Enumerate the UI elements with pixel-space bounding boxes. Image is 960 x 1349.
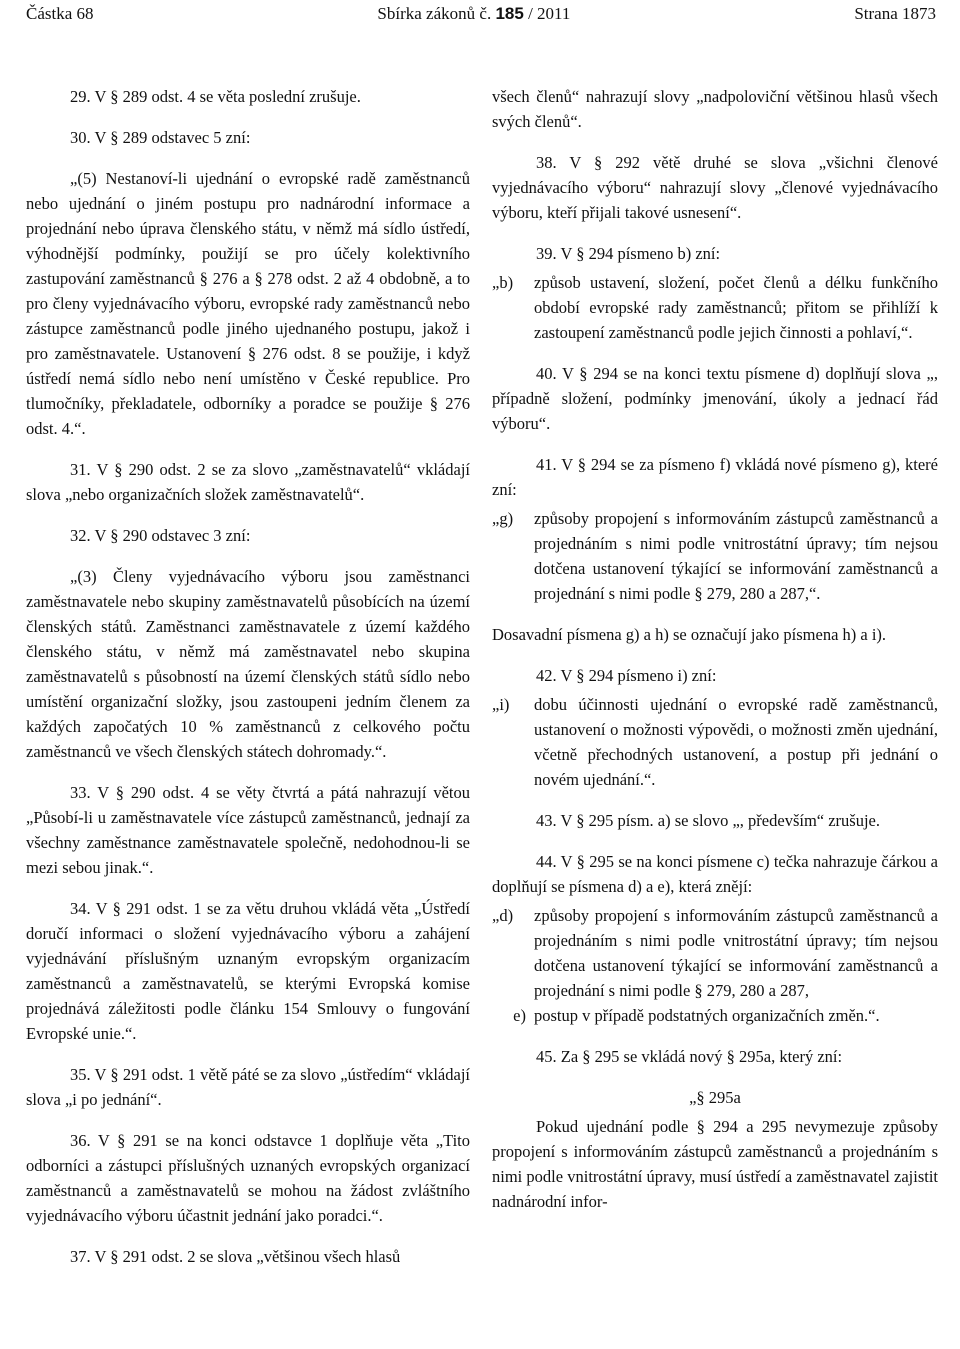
header-right: Strana 1873 — [854, 4, 936, 23]
paragraph-42: 42. V § 294 písmeno i) zní: — [536, 666, 717, 685]
header-left: Částka 68 — [26, 4, 94, 23]
paragraph-37-cont: všech členů“ nahrazují slovy „nadpoloviční většinou hlasů všech svých členů“. — [492, 87, 938, 131]
quoted-paragraph-5: „(5) Nestanoví-li ujednání o evropské radě zaměstnanců nebo ujednání o jiném postupu pro nadnárodní informace a projednání nebo úprava členského státu, v němž má sídlo ústředí, výhodnější podmínky, použijí se pro účely kolektivního zastupování zaměstnanců § 276 a § 278 odst. 2 až 4 obdobně, a to pro členy vyjednávacího výboru, evropské rady zaměstnanců nebo zástupce zaměstnanců podle jiného ujednaného postupu, jakož i pro zaměstnavatele. Ustanovení § 276 odst. 8 se použije, i když ústředí nemá sídlo nebo není umístěno v České republice. Pro tlumočníky, překladatele, odborníky a poradce se použije § 276 odst. 4.“. — [26, 169, 470, 438]
paragraph-renumbering: Dosavadní písmena g) a h) se označují jako písmena h) a i). — [492, 625, 887, 644]
item-i-text: dobu účinnosti ujednání o evropské radě zaměstnanců, ustanovení o možnosti výpovědi, o možnosti změn ujednání, včetně přechodných ustanovení, a postup při jednání o novém ujednání.“. — [534, 695, 938, 789]
item-d-text: způsoby propojení s informováním zástupců zaměstnanců a projednáním s nimi podle vnitrostátní úpravy; tím nejsou dotčena ustanovení týkající se informování zaměstnanců a projednání s nimi podle § 279, 280 a 287, — [534, 906, 938, 1000]
paragraph-41: 41. V § 294 se za písmeno f) vkládá nové písmeno g), které zní: — [492, 455, 938, 499]
paragraph-36: 36. V § 291 se na konci odstavce 1 doplňuje věta „Tito odborníci a zástupci příslušných uznaných evropských organizací zaměstnanců a zaměstnavatelů se mohou na žádost zvláštního vyjednávacího výboru účastnit jednání jako poradci.“. — [26, 1131, 470, 1225]
section-295a-text: Pokud ujednání podle § 294 a 295 nevymezuje způsoby propojení s informováním zástupců zaměstnanců a projednáním s nimi podle vnitrostátní úpravy, musí ústředí a zaměstnavatel zajistit nadnárodní infor- — [492, 1117, 938, 1211]
item-d — [492, 903, 938, 1003]
paragraph-31: 31. V § 290 odst. 2 se za slovo „zaměstnavatelů“ vkládají slova „nebo organizačních složek zaměstnavatelů“. — [26, 460, 470, 504]
item-b-text: způsob ustavení, složení, počet členů a délku funkčního období evropské rady zaměstnanců; přitom se přihlíží k zastoupení zaměstnanců podle jejich činnosti a pohlaví,“. — [534, 273, 938, 342]
section-heading: „§ 295a — [689, 1088, 741, 1107]
paragraph-45: 45. Za § 295 se vkládá nový § 295a, který zní: — [536, 1047, 843, 1066]
item-e-label: e) — [513, 1006, 526, 1025]
paragraph-35: 35. V § 291 odst. 1 větě páté se za slovo „ústředím“ vkládají slova „i po jednání“. — [26, 1065, 470, 1109]
paragraph-34: 34. V § 291 odst. 1 se za větu druhou vkládá věta „Ústředí doručí informaci o složení vyjednávacího výboru a zahájení vyjednávání příslušným uznaným evropským organizacím zaměstnanců a zaměstnavatelů, se kterými Evropská komise projednává záležitosti podle článku 154 Smlouvy o fungování Evropské unie.“. — [26, 899, 470, 1043]
paragraph-39: 39. V § 294 písmeno b) zní: — [536, 244, 721, 263]
item-b — [492, 270, 938, 345]
paragraph-33: 33. V § 290 odst. 4 se věty čtvrtá a pátá nahrazují větou „Působí-li u zaměstnavatele více zástupců zaměstnanců, jednají za všechny zaměstnance zaměstnavatele společně, nedohodnou-li se mezi sebou jinak.“. — [26, 783, 470, 877]
paragraph-37: 37. V § 291 odst. 2 se slova „většinou všech hlasů — [70, 1247, 401, 1266]
paragraph-32: 32. V § 290 odstavec 3 zní: — [70, 526, 251, 545]
paragraph-43: 43. V § 295 písm. a) se slovo „, především“ zrušuje. — [536, 811, 881, 830]
item-i — [492, 692, 938, 792]
item-g-text: způsoby propojení s informováním zástupců zaměstnanců a projednáním s nimi podle vnitrostátní úpravy; tím nejsou dotčena ustanovení týkající se informování zaměstnanců a projednání s nimi podle § 279, 280 a 287,“. — [534, 509, 938, 603]
header-middle — [377, 4, 570, 24]
quoted-paragraph-3: „(3) Členy vyjednávacího výboru jsou zaměstnanci zaměstnavatele nebo skupiny zaměstnavatelů působících na území členských států. Zaměstnanci zaměstnavatele z území každého členského státu, v němž má zaměstnavatel nebo skupina zaměstnavatelů s působností na území členských států sídlo nebo umístění organizační složky, jsou zastoupeni jedním členem za každých započatých 10 % zaměstnanců z celkového počtu zaměstnanců ve všech členských státech dohromady.“. — [26, 567, 470, 761]
item-e — [492, 1003, 938, 1028]
header-number: 185 — [495, 4, 524, 23]
paragraph-30: 30. V § 289 odstavec 5 zní: — [70, 128, 251, 147]
item-i-label: „i) — [492, 695, 510, 714]
item-g-label: „g) — [492, 509, 514, 528]
left-column — [26, 84, 470, 1273]
header-year: / 2011 — [528, 4, 571, 23]
page-header — [26, 4, 936, 30]
paragraph-29: 29. V § 289 odst. 4 se věta poslední zrušuje. — [70, 87, 361, 106]
header-collection: Sbírka zákonů č. — [377, 4, 492, 23]
item-b-label: „b) — [492, 273, 514, 292]
right-column — [492, 84, 938, 1218]
item-e-text: postup v případě podstatných organizačních změn.“. — [534, 1006, 880, 1025]
paragraph-38: 38. V § 292 větě druhé se slova „všichni členové vyjednávacího výboru“ nahrazují slovy „členové vyjednávacího výboru, kteří přijali takové usnesení“. — [492, 153, 938, 222]
item-g — [492, 506, 938, 606]
paragraph-40: 40. V § 294 se na konci textu písmene d) doplňují slova „, případně složení, podmínky jmenování, úkoly a jednací řád výboru“. — [492, 364, 938, 433]
item-d-label: „d) — [492, 906, 514, 925]
paragraph-44: 44. V § 295 se na konci písmene c) tečka nahrazuje čárkou a doplňují se písmena d) a e), která znějí: — [492, 852, 938, 896]
